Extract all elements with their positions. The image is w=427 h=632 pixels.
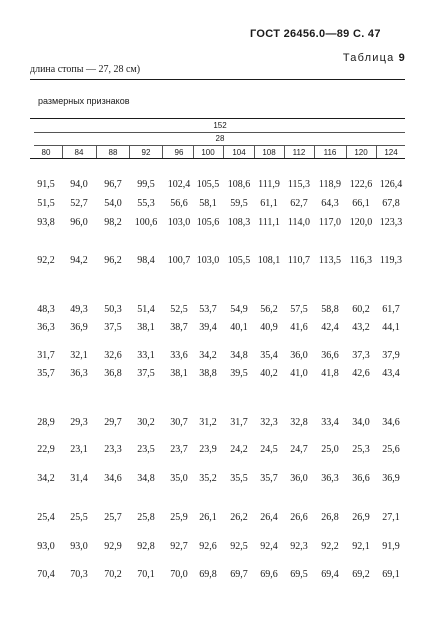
table-cell: 111,9	[258, 179, 280, 190]
table-cell: 34,6	[382, 417, 400, 428]
table-cell: 70,0	[170, 569, 188, 580]
table-cell: 23,3	[104, 444, 122, 455]
table-cell: 32,8	[290, 417, 308, 428]
table-cell: 119,3	[379, 255, 403, 266]
table-cell: 43,4	[382, 368, 400, 379]
table-cell: 36,6	[352, 473, 370, 484]
table-cell: 122,6	[349, 179, 373, 190]
table-cell: 102,4	[167, 179, 191, 190]
column-divider	[96, 146, 97, 158]
table-cell: 92,3	[290, 541, 308, 552]
column-divider	[129, 146, 130, 158]
table-cell: 52,5	[170, 304, 188, 315]
table-cell: 34,2	[37, 473, 55, 484]
table-cell: 64,3	[321, 198, 339, 209]
table-cell: 30,2	[137, 417, 155, 428]
column-divider	[193, 146, 194, 158]
table-cell: 69,7	[230, 569, 248, 580]
table-cell: 105,6	[196, 217, 220, 228]
table-cell: 58,8	[321, 304, 339, 315]
table-continuation-note: длина стопы — 27, 28 см)	[30, 64, 141, 75]
table-cell: 37,3	[352, 350, 370, 361]
table-cell: 92,9	[104, 541, 122, 552]
table-cell: 34,0	[352, 417, 370, 428]
table-cell: 59,5	[230, 198, 248, 209]
divider-top	[30, 79, 405, 80]
table-cell: 108,6	[227, 179, 251, 190]
table-cell: 69,4	[321, 569, 339, 580]
table-cell: 25,8	[137, 512, 155, 523]
table-cell: 35,4	[260, 350, 278, 361]
table-cell: 33,1	[137, 350, 155, 361]
table-cell: 91,9	[382, 541, 400, 552]
divider-header-top	[30, 118, 405, 119]
table-cell: 37,5	[104, 322, 122, 333]
table-cell: 32,1	[70, 350, 88, 361]
column-header: 100	[201, 148, 215, 157]
table-cell: 38,7	[170, 322, 188, 333]
table-cell: 39,4	[199, 322, 217, 333]
table-cell: 38,1	[170, 368, 188, 379]
column-header: 112	[292, 148, 306, 157]
table-cell: 96,0	[70, 217, 88, 228]
table-cell: 33,6	[170, 350, 188, 361]
table-cell: 57,5	[290, 304, 308, 315]
column-divider	[314, 146, 315, 158]
column-header: 88	[108, 148, 118, 157]
document-header: ГОСТ 26456.0—89 С. 47	[250, 28, 381, 40]
column-divider	[376, 146, 377, 158]
table-cell: 52,7	[70, 198, 88, 209]
table-cell: 96,7	[104, 179, 122, 190]
table-cell: 36,9	[382, 473, 400, 484]
table-cell: 31,4	[70, 473, 88, 484]
table-cell: 36,3	[37, 322, 55, 333]
table-cell: 98,2	[104, 217, 122, 228]
table-cell: 70,1	[137, 569, 155, 580]
table-cell: 56,2	[260, 304, 278, 315]
table-cell: 25,6	[382, 444, 400, 455]
table-cell: 93,0	[70, 541, 88, 552]
table-cell: 105,5	[196, 179, 220, 190]
table-cell: 36,0	[290, 350, 308, 361]
table-cell: 29,7	[104, 417, 122, 428]
table-cell: 94,2	[70, 255, 88, 266]
table-cell: 93,8	[37, 217, 55, 228]
table-cell: 69,8	[199, 569, 217, 580]
table-cell: 111,1	[258, 217, 280, 228]
table-cell: 41,8	[321, 368, 339, 379]
table-cell: 22,9	[37, 444, 55, 455]
table-cell: 28,9	[37, 417, 55, 428]
table-cell: 69,5	[290, 569, 308, 580]
table-cell: 108,3	[227, 217, 251, 228]
group-header: 152	[213, 121, 227, 130]
table-cell: 94,0	[70, 179, 88, 190]
table-cell: 24,2	[230, 444, 248, 455]
table-cell: 69,2	[352, 569, 370, 580]
table-cell: 37,5	[137, 368, 155, 379]
table-cell: 35,7	[37, 368, 55, 379]
table-subheading: размерных признаков	[38, 96, 130, 106]
table-caption-label: Таблица	[342, 52, 395, 64]
table-cell: 92,8	[137, 541, 155, 552]
table-cell: 25,7	[104, 512, 122, 523]
table-cell: 42,6	[352, 368, 370, 379]
column-header: 108	[262, 148, 276, 157]
table-cell: 92,2	[321, 541, 339, 552]
column-header: 80	[41, 148, 51, 157]
table-cell: 26,8	[321, 512, 339, 523]
table-cell: 23,9	[199, 444, 217, 455]
subgroup-header: 28	[215, 134, 225, 143]
table-cell: 108,1	[257, 255, 281, 266]
table-cell: 50,3	[104, 304, 122, 315]
column-header: 116	[323, 148, 337, 157]
table-cell: 58,1	[199, 198, 217, 209]
table-cell: 54,0	[104, 198, 122, 209]
column-header: 104	[232, 148, 246, 157]
table-cell: 61,7	[382, 304, 400, 315]
table-cell: 42,4	[321, 322, 339, 333]
table-cell: 62,7	[290, 198, 308, 209]
table-caption	[343, 52, 406, 64]
table-cell: 100,7	[167, 255, 191, 266]
table-cell: 48,3	[37, 304, 55, 315]
table-cell: 25,3	[352, 444, 370, 455]
column-header: 84	[74, 148, 84, 157]
table-cell: 54,9	[230, 304, 248, 315]
table-cell: 35,7	[260, 473, 278, 484]
table-cell: 26,2	[230, 512, 248, 523]
table-number: 9	[398, 52, 406, 64]
table-cell: 38,1	[137, 322, 155, 333]
table-cell: 25,5	[70, 512, 88, 523]
table-cell: 25,4	[37, 512, 55, 523]
column-divider	[62, 146, 63, 158]
table-cell: 56,6	[170, 198, 188, 209]
table-cell: 44,1	[382, 322, 400, 333]
table-cell: 34,8	[137, 473, 155, 484]
table-cell: 92,7	[170, 541, 188, 552]
table-cell: 99,5	[137, 179, 155, 190]
table-cell: 118,9	[318, 179, 342, 190]
table-cell: 32,3	[260, 417, 278, 428]
table-cell: 92,5	[230, 541, 248, 552]
divider-subgroup	[34, 145, 405, 146]
table-cell: 38,8	[199, 368, 217, 379]
table-cell: 36,8	[104, 368, 122, 379]
table-cell: 32,6	[104, 350, 122, 361]
table-cell: 91,5	[37, 179, 55, 190]
table-cell: 114,0	[287, 217, 311, 228]
column-divider	[346, 146, 347, 158]
column-divider	[254, 146, 255, 158]
table-cell: 126,4	[379, 179, 403, 190]
table-cell: 36,9	[70, 322, 88, 333]
column-header: 120	[354, 148, 368, 157]
table-cell: 69,1	[382, 569, 400, 580]
table-cell: 103,0	[196, 255, 220, 266]
table-cell: 40,9	[260, 322, 278, 333]
table-cell: 23,5	[137, 444, 155, 455]
table-cell: 51,5	[37, 198, 55, 209]
table-cell: 34,6	[104, 473, 122, 484]
table-cell: 37,9	[382, 350, 400, 361]
table-cell: 117,0	[318, 217, 342, 228]
table-cell: 26,9	[352, 512, 370, 523]
table-cell: 115,3	[287, 179, 311, 190]
table-cell: 29,3	[70, 417, 88, 428]
table-cell: 96,2	[104, 255, 122, 266]
table-cell: 61,1	[260, 198, 278, 209]
table-cell: 23,7	[170, 444, 188, 455]
table-cell: 34,8	[230, 350, 248, 361]
table-cell: 49,3	[70, 304, 88, 315]
table-cell: 93,0	[37, 541, 55, 552]
column-divider	[284, 146, 285, 158]
table-cell: 70,2	[104, 569, 122, 580]
table-cell: 31,7	[230, 417, 248, 428]
table-cell: 35,0	[170, 473, 188, 484]
table-cell: 31,7	[37, 350, 55, 361]
table-cell: 92,4	[260, 541, 278, 552]
table-cell: 120,0	[349, 217, 373, 228]
table-cell: 23,1	[70, 444, 88, 455]
table-cell: 30,7	[170, 417, 188, 428]
column-header: 124	[384, 148, 398, 157]
table-cell: 34,2	[199, 350, 217, 361]
column-divider	[162, 146, 163, 158]
table-cell: 123,3	[379, 217, 403, 228]
table-cell: 40,1	[230, 322, 248, 333]
divider-group	[34, 132, 405, 133]
table-cell: 36,3	[70, 368, 88, 379]
column-divider	[223, 146, 224, 158]
table-cell: 40,2	[260, 368, 278, 379]
table-cell: 35,2	[199, 473, 217, 484]
table-cell: 60,2	[352, 304, 370, 315]
table-cell: 69,6	[260, 569, 278, 580]
table-cell: 70,4	[37, 569, 55, 580]
table-cell: 103,0	[167, 217, 191, 228]
table-cell: 98,4	[137, 255, 155, 266]
table-cell: 55,3	[137, 198, 155, 209]
table-cell: 24,5	[260, 444, 278, 455]
table-cell: 24,7	[290, 444, 308, 455]
table-cell: 41,0	[290, 368, 308, 379]
table-cell: 31,2	[199, 417, 217, 428]
table-cell: 43,2	[352, 322, 370, 333]
table-cell: 105,5	[227, 255, 251, 266]
table-cell: 100,6	[134, 217, 158, 228]
table-cell: 36,6	[321, 350, 339, 361]
table-cell: 25,0	[321, 444, 339, 455]
table-cell: 36,3	[321, 473, 339, 484]
table-cell: 26,4	[260, 512, 278, 523]
table-cell: 66,1	[352, 198, 370, 209]
table-cell: 92,2	[37, 255, 55, 266]
column-header: 96	[174, 148, 184, 157]
table-cell: 27,1	[382, 512, 400, 523]
column-header: 92	[141, 148, 151, 157]
table-cell: 25,9	[170, 512, 188, 523]
table-cell: 33,4	[321, 417, 339, 428]
table-cell: 26,1	[199, 512, 217, 523]
table-cell: 36,0	[290, 473, 308, 484]
table-cell: 67,8	[382, 198, 400, 209]
table-cell: 53,7	[199, 304, 217, 315]
table-cell: 110,7	[287, 255, 311, 266]
table-cell: 26,6	[290, 512, 308, 523]
table-cell: 113,5	[318, 255, 342, 266]
divider-header-bottom	[30, 158, 405, 159]
table-cell: 92,6	[199, 541, 217, 552]
table-cell: 39,5	[230, 368, 248, 379]
table-cell: 51,4	[137, 304, 155, 315]
table-cell: 35,5	[230, 473, 248, 484]
table-cell: 41,6	[290, 322, 308, 333]
table-cell: 116,3	[349, 255, 373, 266]
table-cell: 92,1	[352, 541, 370, 552]
table-cell: 70,3	[70, 569, 88, 580]
